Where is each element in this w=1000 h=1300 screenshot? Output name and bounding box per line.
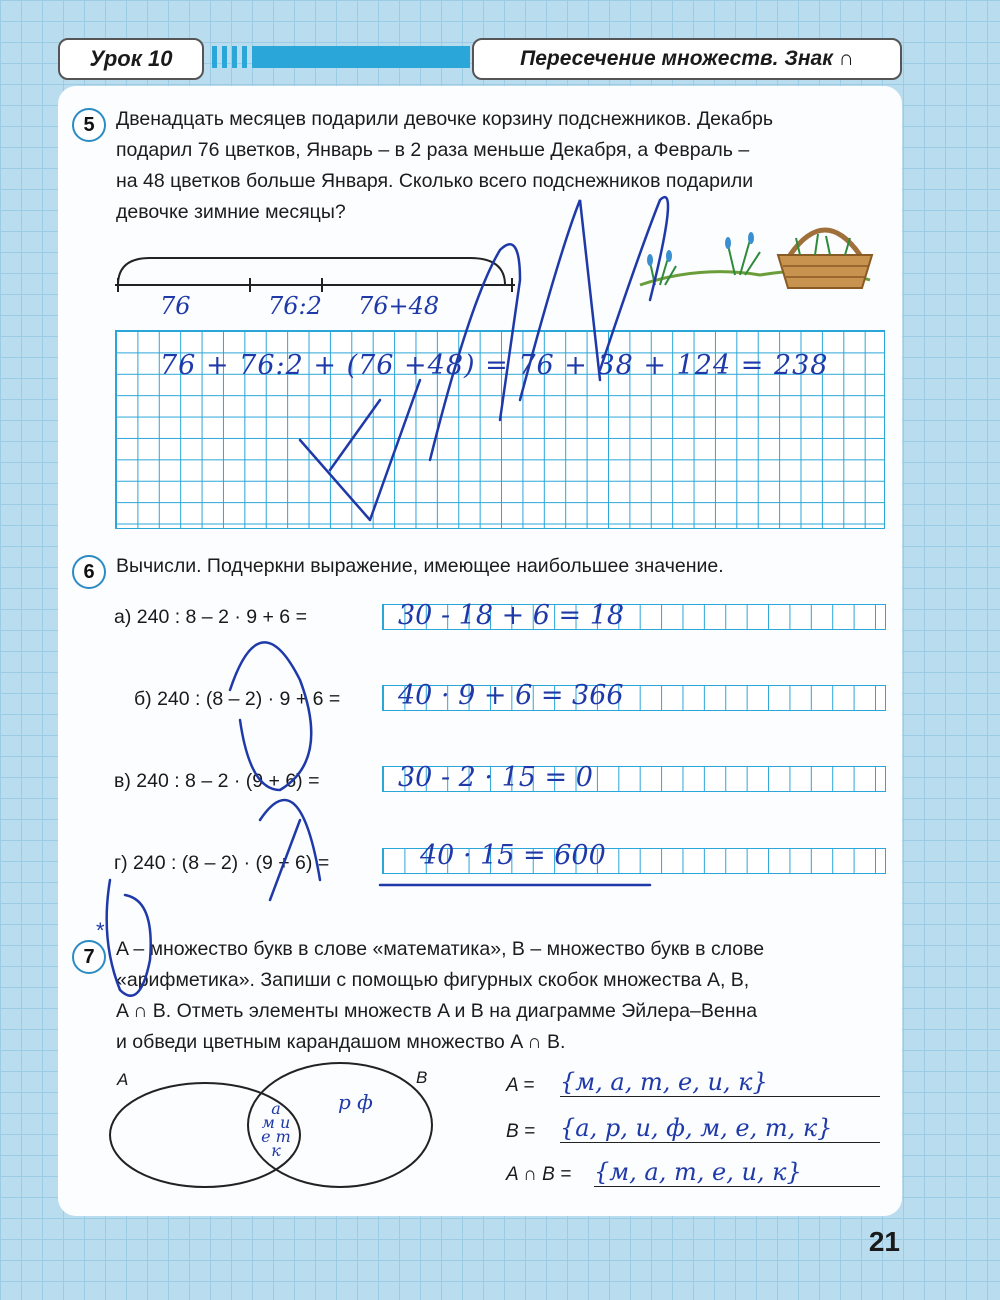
answer-a: 30 - 18 + 6 = 18 <box>398 600 625 631</box>
task-5-solution: 76 + 76:2 + (76 +48) = 76 + 38 + 124 = 238 <box>160 350 829 381</box>
lesson-label: Урок 10 <box>58 38 204 80</box>
task-5-number: 5 <box>72 108 106 142</box>
task-6-prompt: Вычисли. Подчеркни выражение, имеющее наибольшее значение. <box>116 555 724 577</box>
task-7-line: A ∩ B. Отметь элементы множеств A и B на диаграмме Эйлера–Венна <box>116 1000 758 1022</box>
topic-title: Пересечение множеств. Знак ∩ <box>472 38 902 80</box>
set-b-value: {а, р, и, ф, м, е, т, к} <box>560 1114 880 1143</box>
header-bar <box>252 46 470 68</box>
expression-a: а) 240 : 8 – 2 · 9 + 6 = <box>114 606 307 628</box>
segment-label: 76+48 <box>358 292 440 320</box>
expression-b: б) 240 : (8 – 2) · 9 + 6 = <box>134 688 341 710</box>
expression-d: г) 240 : (8 – 2) · (9 + 6) = <box>114 852 330 874</box>
answer-c: 30 - 2 · 15 = 0 <box>398 762 593 793</box>
set-intersection-value: {м, а, т, е, и, к} <box>594 1158 880 1187</box>
task-7-number: 7 <box>72 940 106 974</box>
task-6-number: 6 <box>72 555 106 589</box>
set-a-label: A = <box>506 1075 535 1096</box>
set-a-value: {м, а, т, е, и, к} <box>560 1068 880 1097</box>
star-mark: * <box>96 918 105 943</box>
page-number: 21 <box>868 1226 900 1257</box>
answer-b: 40 · 9 + 6 = 366 <box>398 680 624 711</box>
set-b-label: B = <box>506 1121 536 1142</box>
venn-b-only: р ф <box>338 1090 373 1114</box>
venn-label-a: A <box>117 1070 129 1089</box>
segment-label: 76 <box>160 292 191 320</box>
task-7-line: A – множество букв в слове «математика», B – множество букв в слове <box>116 938 765 960</box>
segment-label: 76:2 <box>268 292 322 320</box>
task-5-line: девочке зимние месяцы? <box>116 201 346 223</box>
task-5-line: подарил 76 цветков, Январь – в 2 раза меньше Декабря, а Февраль – <box>116 139 750 161</box>
set-intersection-label: A ∩ B = <box>506 1164 572 1185</box>
venn-intersection <box>246 1099 306 1160</box>
venn-intersection-line: а <box>271 1099 281 1118</box>
task-7-line: и обведи цветным карандашом множество A ∩ B. <box>116 1031 566 1053</box>
venn-intersection-line: м и <box>261 1113 291 1132</box>
task-5-line: на 48 цветков больше Января. Сколько всего подснежников подарили <box>116 170 754 192</box>
venn-intersection-line: е т <box>261 1127 291 1146</box>
task-7-text <box>116 934 764 1058</box>
expression-c: в) 240 : 8 – 2 · (9 + 6) = <box>114 770 320 792</box>
venn-intersection-line: к <box>271 1141 281 1160</box>
venn-label-b: B <box>416 1068 428 1087</box>
task-5-line: Двенадцать месяцев подарили девочке корзину подснежников. Декабрь <box>116 108 774 130</box>
task-5-text <box>116 104 773 228</box>
task-7-line: «арифметика». Запиши с помощью фигурных скобок множества A, B, <box>116 969 750 991</box>
answer-d: 40 · 15 = 600 <box>420 840 606 871</box>
